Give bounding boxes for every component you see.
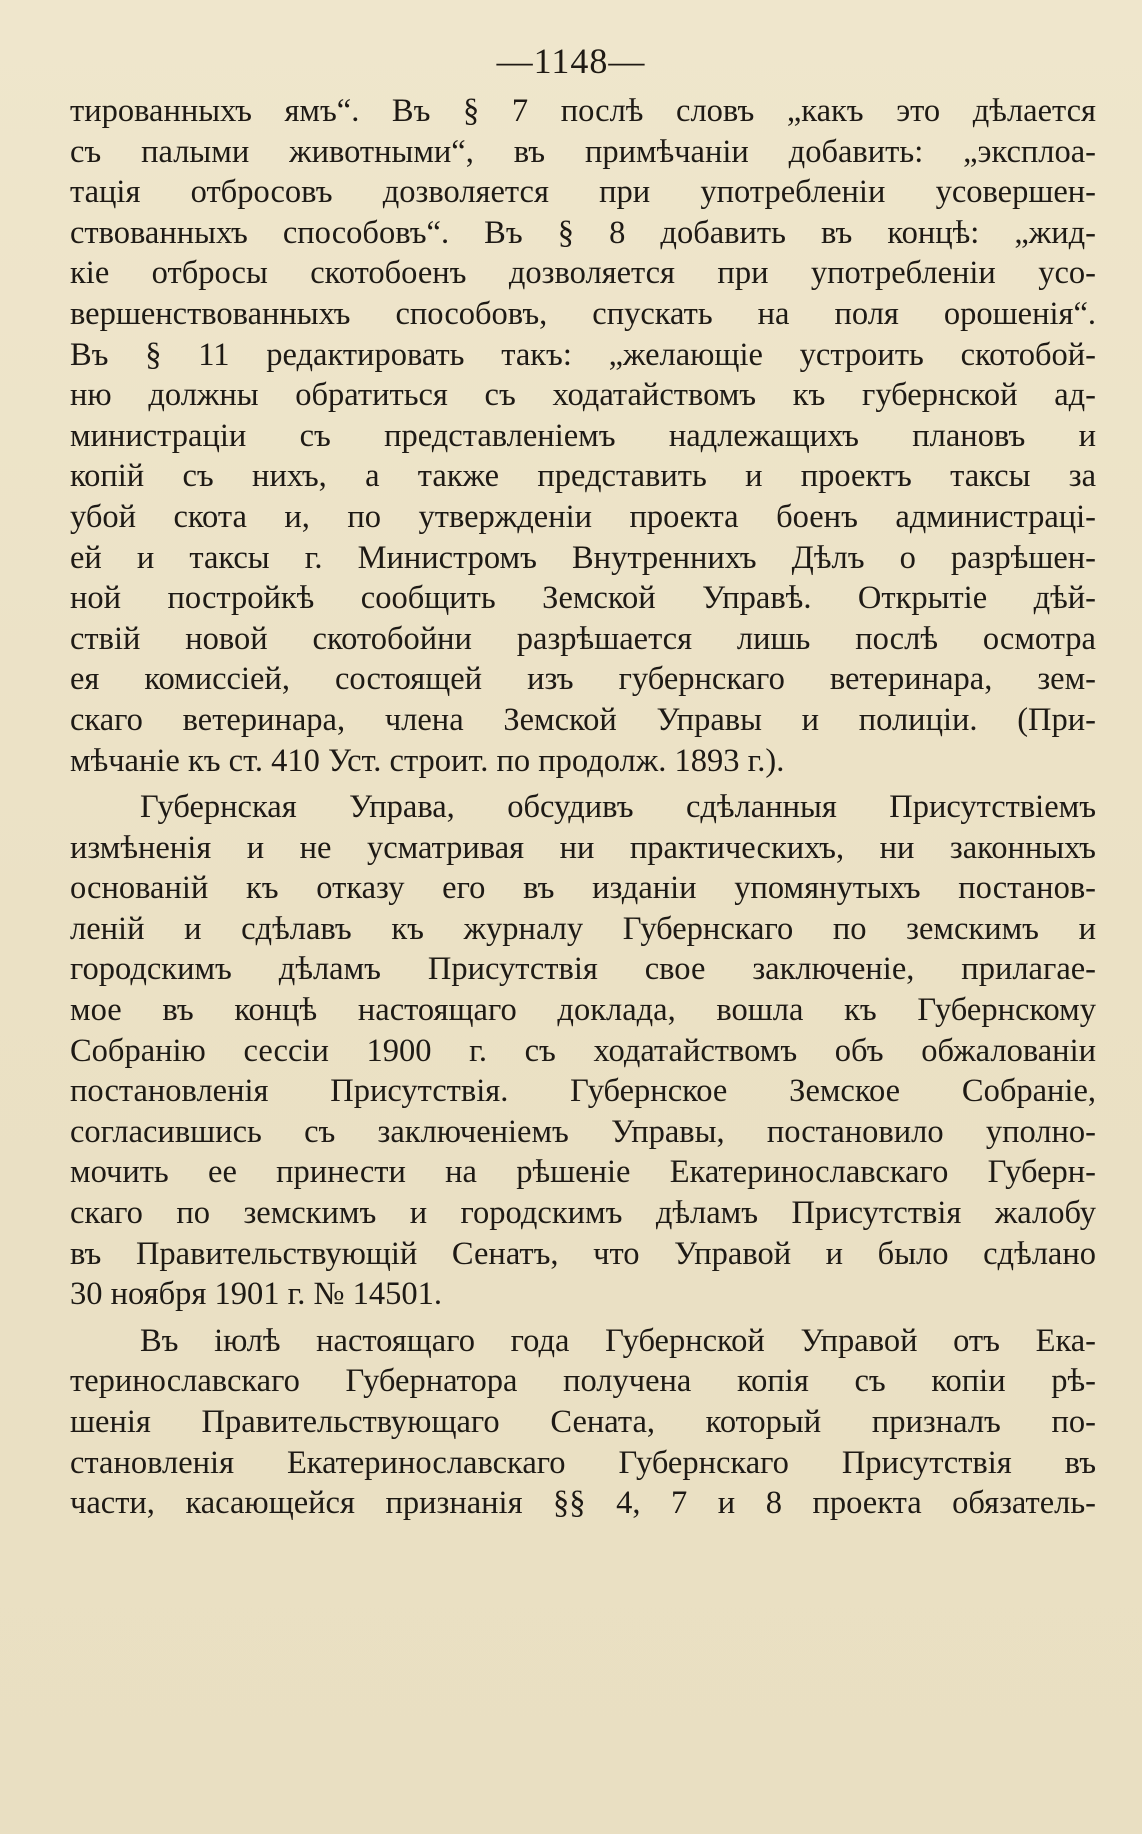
paragraph-2	[70, 787, 1096, 1315]
text-line: копій съ нихъ, а также представить и проектъ таксы за	[70, 458, 1096, 495]
text-line: ню должны обратиться съ ходатайствомъ къ губернской ад-	[70, 377, 1096, 414]
paragraph-1	[70, 91, 1096, 781]
text-line: измѣненія и не усматривая ни практическихъ, ни законныхъ	[70, 829, 1096, 866]
text-line: согласившись съ заключеніемъ Управы, постановило уполно-	[70, 1113, 1096, 1150]
text-line: кіе отбросы скотобоенъ дозволяется при употребленіи усо-	[70, 255, 1096, 292]
text-line: ей и таксы г. Министромъ Внутреннихъ Дѣлъ о разрѣшен-	[70, 539, 1096, 576]
text-line: ствій новой скотобойни разрѣшается лишь послѣ осмотра	[70, 620, 1096, 657]
text-line: городскимъ дѣламъ Присутствія свое заключеніе, прилагае-	[70, 951, 1096, 988]
paragraph-3	[70, 1321, 1096, 1524]
text-line: шенія Правительствующаго Сената, который призналъ по-	[70, 1404, 1096, 1440]
text-line: леній и сдѣлавъ къ журналу Губернскаго по земскимъ и	[70, 910, 1096, 947]
text-line: ея комиссіей, состоящей изъ губернскаго ветеринара, зем-	[70, 661, 1096, 698]
text-line: Собранію сессіи 1900 г. съ ходатайствомъ объ обжалованіи	[70, 1032, 1096, 1069]
text-line: 30 ноября 1901 г. № 14501.	[70, 1276, 443, 1313]
text-line: въ Правительствующій Сенатъ, что Управой и было сдѣлано	[70, 1235, 1096, 1272]
text-line: тація отбросовъ дозволяется при употребленіи усовершен-	[70, 174, 1096, 211]
text-line: вершенствованныхъ способовъ, спускать на поля орошенія“.	[70, 295, 1096, 332]
text-line: тированныхъ ямъ“. Въ § 7 послѣ словъ „какъ это дѣлается	[70, 93, 1096, 129]
text-line: мочить ее принести на рѣшеніе Екатеринославскаго Губерн-	[70, 1154, 1096, 1191]
text-line: теринославскаго Губернатора получена копія съ копіи рѣ-	[70, 1363, 1096, 1400]
text-line: скаго по земскимъ и городскимъ дѣламъ Присутствія жалобу	[70, 1195, 1096, 1232]
text-line: Въ іюлѣ настоящаго года Губернской Управой отъ Ека-	[140, 1322, 1096, 1359]
text-line: постановленія Присутствія. Губернское Земское Собраніе,	[70, 1073, 1096, 1110]
text-line: Губернская Управа, обсудивъ сдѣланныя Присутствіемъ	[140, 789, 1096, 826]
text-line: Въ § 11 редактировать такъ: „желающіе устроить скотобой-	[70, 336, 1096, 373]
text-line: мѣчаніе къ ст. 410 Уст. строит. по продолж. 1893 г.).	[70, 742, 785, 779]
text-line: съ палыми животными“, въ примѣчаніи добавить: „эксплоа-	[70, 133, 1096, 170]
text-line: основаній къ отказу его въ изданіи упомянутыхъ постанов-	[70, 870, 1096, 907]
text-line: министраціи съ представленіемъ надлежащихъ плановъ и	[70, 417, 1096, 454]
text-line: части, касающейся признанія §§ 4, 7 и 8 проекта обязатель-	[70, 1485, 1096, 1522]
text-line: ной постройкѣ сообщить Земской Управѣ. Открытіе дѣй-	[70, 580, 1096, 617]
text-line: убой скота и, по утвержденіи проекта боенъ администраці-	[70, 498, 1096, 535]
body-text	[70, 91, 1096, 1524]
text-line: мое въ концѣ настоящаго доклада, вошла къ Губернскому	[70, 992, 1096, 1029]
text-line: скаго ветеринара, члена Земской Управы и полиціи. (При-	[70, 701, 1096, 738]
text-line: становленія Екатеринославскаго Губернскаго Присутствія въ	[70, 1444, 1096, 1481]
page-number: —1148—	[496, 41, 646, 81]
text-line: ствованныхъ способовъ“. Въ § 8 добавить въ концѣ: „жид-	[70, 214, 1096, 251]
